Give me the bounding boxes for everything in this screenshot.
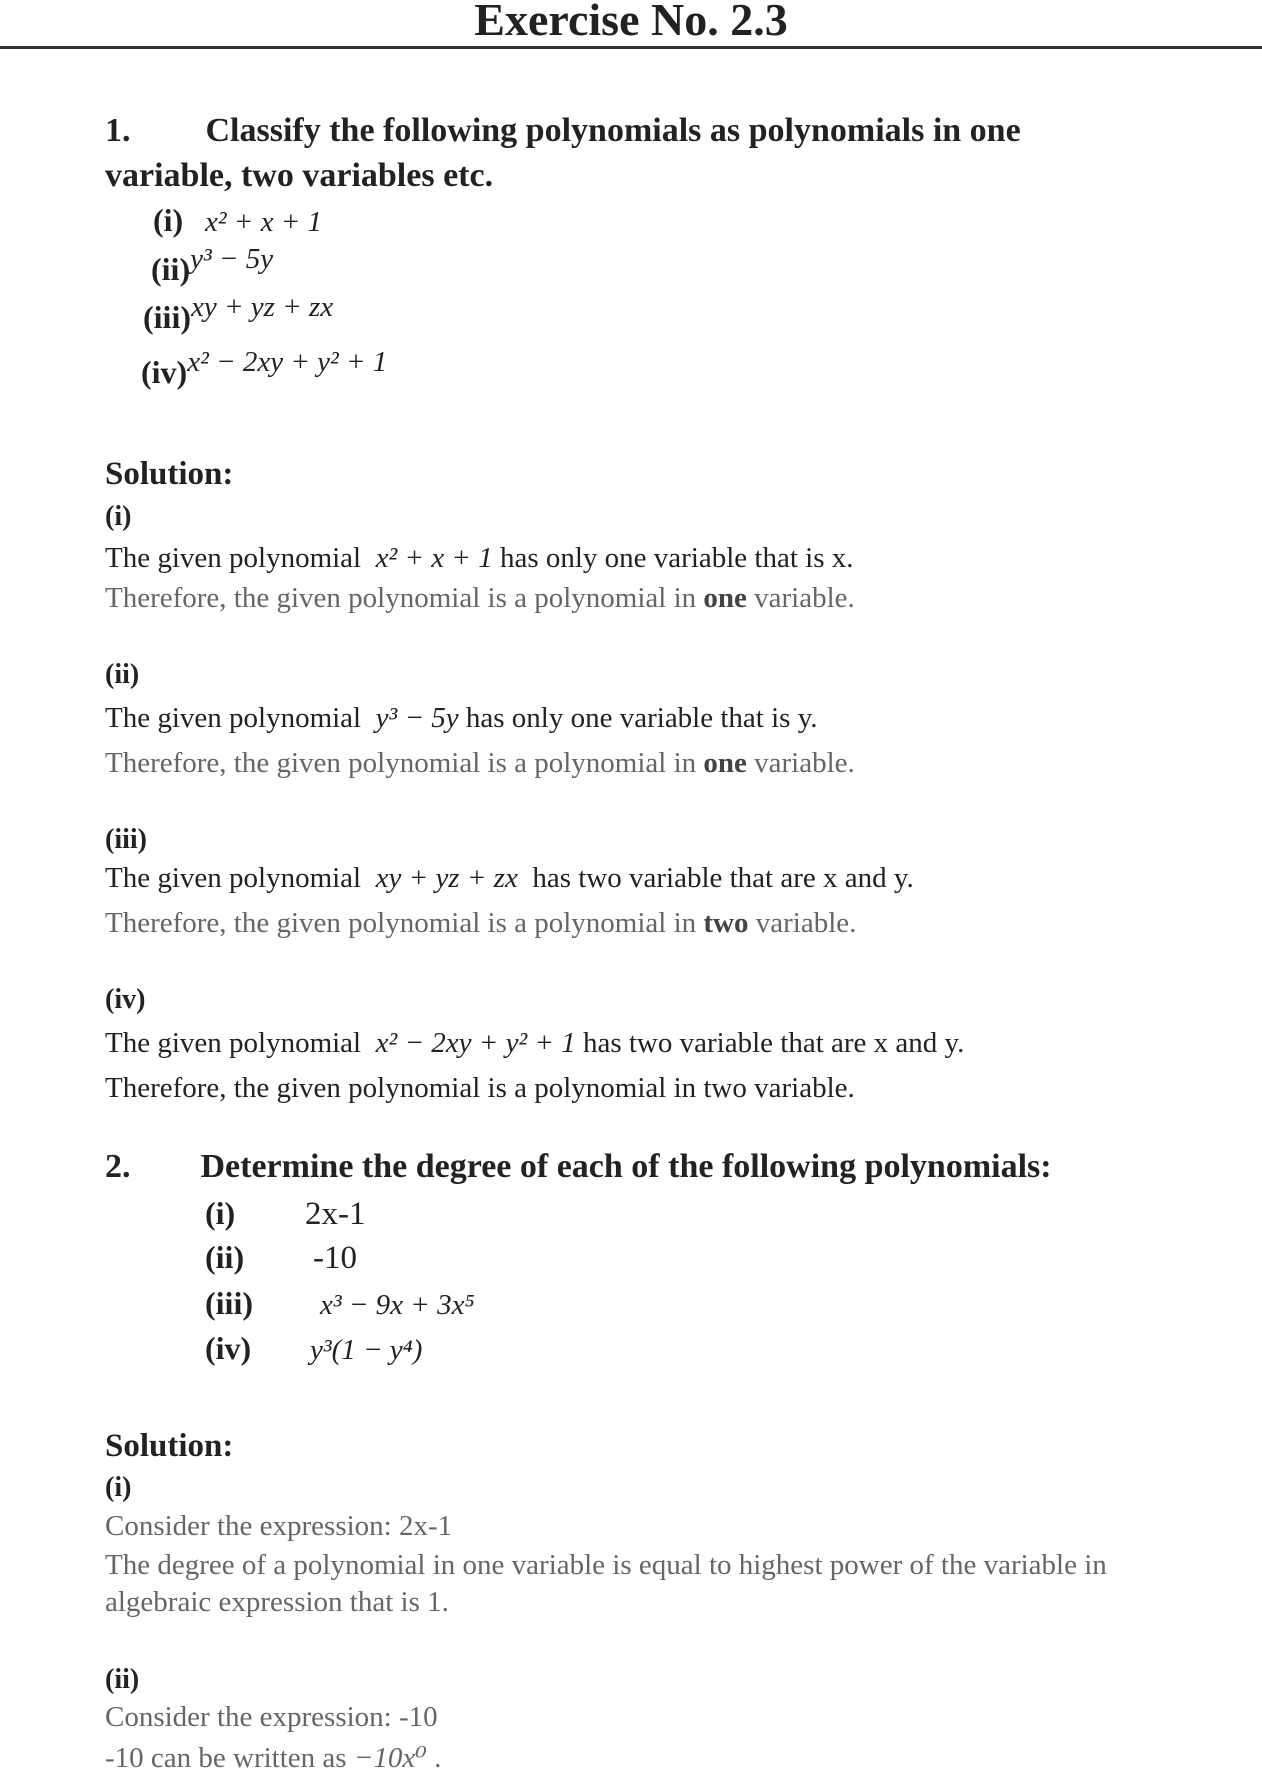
text: -10 can be written as bbox=[105, 1742, 347, 1774]
text: The given polynomial bbox=[105, 1027, 362, 1059]
part-label: (iii) bbox=[105, 824, 147, 855]
question-1-line2: variable, two variables etc. bbox=[105, 157, 494, 194]
conclusion-line bbox=[105, 906, 856, 940]
part-label: (ii) bbox=[105, 1664, 140, 1695]
conclusion-line bbox=[105, 746, 855, 780]
solution-line bbox=[105, 1026, 964, 1060]
part-label: (iv) bbox=[105, 984, 146, 1015]
title-divider bbox=[0, 46, 1262, 49]
text: variable. bbox=[754, 582, 855, 614]
math-expression: x² + x + 1 bbox=[204, 206, 323, 238]
question-1 bbox=[105, 111, 1021, 151]
item-label: (iv) bbox=[141, 354, 188, 390]
math-expression: 2x-1 bbox=[305, 1196, 366, 1232]
page-title: Exercise No. 2.3 bbox=[474, 0, 788, 45]
q1-item bbox=[143, 291, 334, 336]
text: has only one variable that is y. bbox=[465, 702, 818, 734]
question-number: 2. bbox=[105, 1148, 131, 1185]
question-text: Determine the degree of each of the following polynomials: bbox=[200, 1148, 1052, 1185]
math-expression: x² + x + 1 bbox=[375, 542, 493, 574]
part-label: (ii) bbox=[105, 659, 140, 690]
text: has two variable that are x and y. bbox=[532, 862, 914, 894]
solution-line: The degree of a polynomial in one variable is equal to highest power of the variable in bbox=[105, 1549, 1107, 1581]
question-number: 1. bbox=[105, 112, 131, 149]
q2-item bbox=[205, 1331, 422, 1367]
item-label: (iii) bbox=[143, 299, 191, 335]
q1-item bbox=[141, 346, 388, 391]
solution-line bbox=[105, 701, 818, 735]
part-label: (i) bbox=[105, 501, 132, 532]
item-label: (ii) bbox=[151, 251, 191, 287]
solution-line: Consider the expression: -10 bbox=[105, 1701, 438, 1733]
text: Therefore, the given polynomial is a polynomial in bbox=[105, 582, 697, 614]
text: variable. bbox=[754, 747, 855, 779]
q2-item bbox=[205, 1196, 366, 1232]
solution-line: Consider the expression: 2x-1 bbox=[105, 1510, 453, 1542]
math-expression: x³ − 9x + 3x⁵ bbox=[320, 1289, 475, 1321]
item-label: (i) bbox=[205, 1195, 236, 1231]
math-expression: xy + yz + zx bbox=[190, 291, 334, 323]
text: has only one variable that is x. bbox=[499, 542, 854, 574]
q2-item bbox=[205, 1286, 475, 1322]
emphasis: two bbox=[703, 907, 749, 939]
part-label: (i) bbox=[105, 1472, 132, 1503]
emphasis: one bbox=[703, 747, 747, 779]
solution-line bbox=[105, 861, 914, 895]
text: variable. bbox=[755, 907, 857, 939]
conclusion-line: Therefore, the given polynomial is a polynomial in two variable. bbox=[105, 1072, 855, 1104]
text: Therefore, the given polynomial is a polynomial in bbox=[105, 907, 697, 939]
math-expression: x² − 2xy + y² + 1 bbox=[187, 346, 388, 378]
text: The given polynomial bbox=[105, 542, 362, 574]
text: has two variable that are x and y. bbox=[582, 1027, 965, 1059]
q2-item bbox=[205, 1240, 357, 1276]
question-text: Classify the following polynomials as polynomials in one bbox=[205, 112, 1021, 149]
math-expression: y³(1 − y⁴) bbox=[310, 1334, 423, 1366]
solution-heading: Solution: bbox=[105, 456, 234, 492]
math-expression: x² − 2xy + y² + 1 bbox=[375, 1027, 576, 1059]
text: Therefore, the given polynomial is a polynomial in bbox=[105, 747, 697, 779]
item-label: (iii) bbox=[205, 1285, 253, 1321]
math-expression: -10 bbox=[313, 1240, 357, 1276]
q1-item bbox=[153, 203, 322, 239]
math-expression: y³ − 5y bbox=[190, 243, 274, 275]
question-2 bbox=[105, 1147, 1052, 1187]
item-label: (iv) bbox=[205, 1330, 252, 1366]
item-label: (ii) bbox=[205, 1239, 245, 1275]
solution-heading: Solution: bbox=[105, 1428, 234, 1464]
math-expression: y³ − 5y bbox=[375, 702, 459, 734]
text: The given polynomial bbox=[105, 702, 362, 734]
text: . bbox=[434, 1742, 442, 1774]
solution-line: algebraic expression that is 1. bbox=[105, 1586, 449, 1618]
math-expression: −10x⁰ bbox=[353, 1742, 427, 1774]
emphasis: one bbox=[703, 582, 747, 614]
item-label: (i) bbox=[153, 202, 184, 238]
conclusion-line bbox=[105, 581, 855, 615]
solution-line bbox=[105, 541, 854, 575]
q1-item bbox=[151, 243, 274, 288]
math-expression: xy + yz + zx bbox=[375, 862, 518, 894]
text: The given polynomial bbox=[105, 862, 362, 894]
